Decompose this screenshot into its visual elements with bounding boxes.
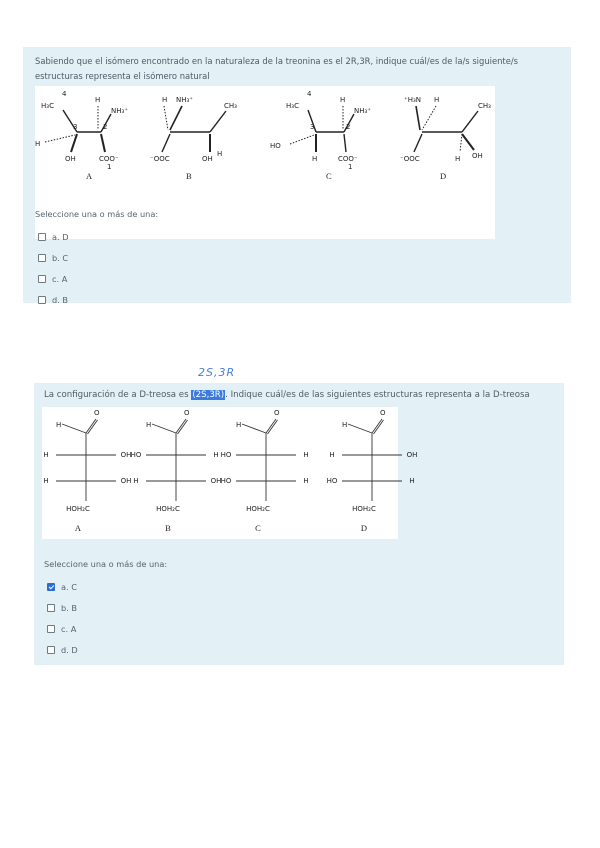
q1-option-a-label: a. D [52,231,69,242]
question-2-text [44,388,564,403]
fischer-c-row-2-right: H [303,477,309,485]
fischer-a-row-1-right: OH [120,451,132,459]
svg-text:4: 4 [62,90,67,98]
fischer-d-carbonyl-bond [372,419,382,433]
svg-text:3: 3 [310,123,315,131]
fischer-a-row-2-left: H [43,477,49,485]
fischer-d-aldehyde-h: H [342,421,348,429]
q2-option-c-label: c. A [61,623,77,634]
structure-d [400,96,491,181]
fischer-c-carbonyl-bond [266,419,276,433]
question-2-panel [34,383,564,665]
structure-label-a: A [86,171,93,181]
structure-label-d: D [440,171,447,181]
q1-option-a-checkbox[interactable] [38,233,46,241]
question-1-options [38,226,69,310]
svg-text:H₃C: H₃C [286,102,299,110]
q2-option-a[interactable] [47,576,78,597]
svg-text:NH₃⁺: NH₃⁺ [354,107,372,115]
q1-option-d-checkbox[interactable] [38,296,46,304]
fischer-a-oxygen: O [94,409,100,417]
structure-c [270,90,371,181]
q1-option-b-label: b. C [52,252,69,263]
fischer-a-hoh2c: HOH₂C [66,505,90,513]
fischer-c-row-1-right: H [303,451,309,459]
svg-text:COO⁻: COO⁻ [338,155,358,163]
q1-option-b-checkbox[interactable] [38,254,46,262]
svg-text:CH₃: CH₃ [224,102,237,110]
svg-text:OH: OH [65,155,76,163]
svg-text:1: 1 [107,163,112,171]
treose-fischer-svg [42,407,418,539]
svg-text:NH₃⁺: NH₃⁺ [111,107,129,115]
question-2-prompt: Seleccione una o más de una: [44,559,168,569]
svg-text:H: H [217,150,223,158]
fischer-b-row-1-right: H [213,451,219,459]
fischer-b-carbonyl-bond [176,419,186,433]
fischer-c-row-1-left: HO [220,451,232,459]
fischer-c-hoh2c: HOH₂C [246,505,270,513]
fischer-c-aldehyde-bond [242,424,266,433]
treose-structures-figure [42,407,418,539]
q2-option-a-label: a. C [61,581,77,592]
fischer-a-carbonyl-bond [86,419,96,433]
svg-text:H: H [35,140,41,148]
fischer-b-row-2-right: OH [210,477,222,485]
svg-text:H: H [95,96,101,104]
svg-text:H₃C: H₃C [41,102,54,110]
fischer-label-b: B [165,523,171,533]
svg-text:HO: HO [270,142,281,150]
structure-label-b: B [186,171,192,181]
q1-option-c[interactable] [38,268,69,289]
svg-text:⁺H₃N: ⁺H₃N [404,96,422,104]
q1-option-b[interactable] [38,247,69,268]
fischer-d-aldehyde-bond [348,424,372,433]
q2-option-a-checkbox[interactable] [47,583,55,591]
question-2-text-before: La configuración de a D-treosa es [44,390,192,400]
fischer-a-row-1-left: H [43,451,49,459]
question-1-panel [23,47,571,303]
svg-text:⁻OOC: ⁻OOC [400,155,420,163]
q2-option-d-checkbox[interactable] [47,646,55,654]
fischer-d-carbonyl-double [374,420,384,434]
fischer-b-carbonyl-double [178,420,188,434]
q2-option-b[interactable] [47,597,78,618]
fischer-label-c: C [255,523,261,533]
fischer-c-row-2-left: HO [220,477,232,485]
svg-text:OH: OH [472,152,483,160]
fischer-d-row-1-right: OH [406,451,418,459]
svg-text:OH: OH [202,155,213,163]
fischer-d-oxygen: O [380,409,386,417]
fischer-c-aldehyde-h: H [236,421,242,429]
fischer-b-aldehyde-h: H [146,421,152,429]
svg-text:NH₃⁺: NH₃⁺ [176,96,194,104]
fischer-c-carbonyl-double [268,420,278,434]
question-2-options [47,576,78,660]
q2-option-d-label: d. D [61,644,78,655]
svg-text:2: 2 [346,123,351,131]
svg-text:H: H [162,96,168,104]
svg-text:H: H [455,155,461,163]
q1-option-a[interactable] [38,226,69,247]
q2-option-b-checkbox[interactable] [47,604,55,612]
fischer-b-row-2-left: H [133,477,139,485]
svg-text:2: 2 [103,123,108,131]
svg-text:H: H [340,96,346,104]
svg-text:H: H [312,155,318,163]
fischer-d-row-1-left: H [329,451,335,459]
fischer-a-row-2-right: OH [120,477,132,485]
svg-text:4: 4 [307,90,312,98]
fischer-d-row-2-right: H [409,477,415,485]
question-2-highlighted-text: (2S,3R) [192,390,225,400]
structure-a [35,90,128,181]
fischer-b-aldehyde-bond [152,424,176,433]
fischer-label-d: D [360,523,368,533]
handwritten-annotation: 2S,3R [198,366,236,379]
q2-option-d[interactable] [47,639,78,660]
q1-option-d-label: d. B [52,294,69,305]
svg-text:CH₃: CH₃ [478,102,491,110]
svg-text:H: H [434,96,440,104]
structure-b [150,96,237,181]
question-1-prompt: Seleccione una o más de una: [35,209,159,219]
fischer-a-aldehyde-h: H [56,421,62,429]
svg-text:⁻OOC: ⁻OOC [150,155,170,163]
q1-option-c-checkbox[interactable] [38,275,46,283]
q2-option-c[interactable] [47,618,78,639]
svg-text:3: 3 [73,123,78,131]
structure-label-c: C [326,171,332,181]
fischer-d-hoh2c: HOH₂C [352,505,376,513]
fischer-b-oxygen: O [184,409,190,417]
question-2-text-after: . Indique cuál/es de las siguientes estructuras representa a la D-treosa [225,390,530,400]
q2-option-c-checkbox[interactable] [47,625,55,633]
svg-text:COO⁻: COO⁻ [99,155,119,163]
fischer-label-a: A [74,523,82,533]
fischer-b-hoh2c: HOH₂C [156,505,180,513]
fischer-a-carbonyl-double [88,420,98,434]
q1-option-d[interactable] [38,289,69,310]
fischer-d-row-2-left: HO [326,477,338,485]
question-1-text: Sabiendo que el isómero encontrado en la naturaleza de la treonina es el 2R,3R, indique cuál/es de la/s siguiente/s estructuras representa el isómero natural [35,56,519,81]
fischer-b-row-1-left: HO [130,451,142,459]
q2-option-b-label: b. B [61,602,78,613]
svg-text:1: 1 [348,163,353,171]
fischer-c-oxygen: O [274,409,280,417]
fischer-a-aldehyde-bond [62,424,86,433]
q1-option-c-label: c. A [52,273,68,284]
